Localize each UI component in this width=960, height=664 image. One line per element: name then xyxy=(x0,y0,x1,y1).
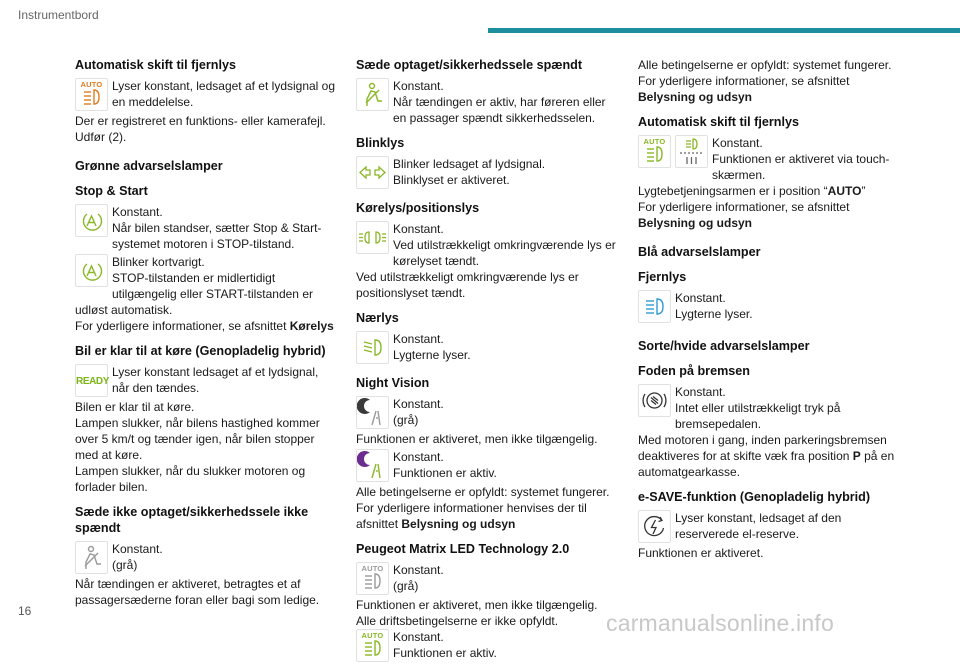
auto-high-beam-fault-icon xyxy=(75,78,108,111)
matrix-led-active-icon xyxy=(356,629,389,662)
section-title: Blinklys xyxy=(356,136,405,150)
e-save-icon xyxy=(638,510,671,543)
section-title: Peugeot Matrix LED Technology 2.0 xyxy=(356,542,570,556)
paragraph: For yderligere informationer henvises der til afsnittet Belysning og udsyn xyxy=(356,501,587,531)
paragraph: Lampen slukker, når bilens hastighed kommer over 5 km/t og tænder igen, når bilen stopper med at køre. xyxy=(75,416,320,462)
column-3 xyxy=(638,57,902,561)
paragraph: Med motoren i gang, inden parkeringsbremsen deaktiveres for at skifte væk fra position P på en automatgearkasse. xyxy=(638,433,895,479)
seatbelt-fastened-icon xyxy=(356,78,389,111)
paragraph: Alle driftsbetingelserne er ikke opfyldt. xyxy=(356,614,559,628)
brake-pedal-icon xyxy=(638,384,671,417)
night-vision-icon xyxy=(356,396,389,429)
paragraph: Bilen er klar til at køre. xyxy=(75,400,195,414)
auto-label: AUTO xyxy=(361,564,384,573)
icon-description: Lygterne lyser. xyxy=(393,348,471,362)
section-title: Stop & Start xyxy=(75,184,148,198)
auto-high-beam-icon xyxy=(638,135,671,168)
auto-label: AUTO xyxy=(643,137,666,146)
icon-description: Konstant. xyxy=(393,630,444,644)
paragraph xyxy=(638,215,902,231)
icon-description: Konstant. xyxy=(112,205,163,219)
night-vision-active-icon xyxy=(356,449,389,482)
column-1 xyxy=(75,57,337,608)
dipped-beam-icon xyxy=(356,331,389,364)
icon-description: Konstant. xyxy=(393,79,444,93)
seatbelt-unfastened-icon xyxy=(75,541,108,574)
icon-description: Blinklyset er aktiveret. xyxy=(393,173,510,187)
icon-description: Funktionen er aktiveret via touch-skærmen. xyxy=(712,152,890,182)
column-2 xyxy=(356,57,618,664)
icon-description: Lyser konstant, ledsaget af et lydsignal og en meddelelse. xyxy=(112,79,336,109)
cross-reference: Belysning og udsyn xyxy=(401,517,516,531)
high-beam-icon xyxy=(638,290,671,323)
section-title: Kørelys/positionslys xyxy=(356,201,480,215)
cross-reference: Belysning og udsyn xyxy=(638,216,753,230)
icon-description: Funktionen er aktiv. xyxy=(393,646,497,660)
group-heading-green: Grønne advarselslamper xyxy=(75,159,223,173)
paragraph: Funktionen er aktiveret, men ikke tilgængelig. xyxy=(356,432,598,446)
section-title: Foden på bremsen xyxy=(638,364,750,378)
icon-description: Konstant. xyxy=(393,397,444,411)
icon-description: Når tændingen er aktiv, har føreren eller en passager spændt sikkerhedsselen. xyxy=(393,95,606,125)
paragraph: Ved utilstrækkeligt omkringværende lys er positionslyset tændt. xyxy=(356,270,579,300)
turn-signal-icon xyxy=(356,156,389,189)
watermark: carmanualsonline.info xyxy=(606,610,834,636)
cross-reference: Belysning og udsyn xyxy=(638,90,753,104)
group-heading-black-white: Sorte/hvide advarselslamper xyxy=(638,339,810,353)
section-title: Bil er klar til at køre (Genopladelig hybrid) xyxy=(75,344,326,358)
icon-description: (grå) xyxy=(393,413,419,427)
section-title: Night Vision xyxy=(356,376,430,390)
auto-label: AUTO xyxy=(361,631,384,640)
ready-icon xyxy=(75,364,108,397)
paragraph xyxy=(638,89,902,105)
paragraph: Funktionen er aktiveret. xyxy=(638,546,764,560)
paragraph: Lygtebetjeningsarmen er i position “AUTO” xyxy=(638,184,866,198)
icon-description: Konstant. xyxy=(393,450,444,464)
icon-description: Blinker ledsaget af lydsignal. xyxy=(393,157,546,171)
paragraph: Udfør (2). xyxy=(75,130,127,144)
section-title: Fjernlys xyxy=(638,270,687,284)
group-heading-blue: Blå advarselslamper xyxy=(638,245,761,259)
paragraph: Der er registreret en funktions- eller kamerafejl. xyxy=(75,114,326,128)
auto-high-beam-touchscreen-icon xyxy=(675,135,708,168)
position-lights-icon xyxy=(356,221,389,254)
cross-reference: Kørelys xyxy=(289,319,334,333)
icon-description: Intet eller utilstrækkeligt tryk på bremsepedalen. xyxy=(675,401,841,431)
icon-description: Konstant. xyxy=(112,542,163,556)
icon-description: Konstant. xyxy=(675,385,726,399)
paragraph: For yderligere informationer, se afsnittet xyxy=(638,200,850,214)
header-accent-bar xyxy=(488,28,960,33)
paragraph: Alle betingelserne er opfyldt: systemet fungerer. xyxy=(638,58,892,72)
icon-description: Blinker kortvarigt. xyxy=(112,255,205,269)
section-title: e-SAVE-funktion (Genopladelig hybrid) xyxy=(638,490,871,504)
icon-description: Lygterne lyser. xyxy=(675,307,753,321)
matrix-led-grey-icon xyxy=(356,562,389,595)
icon-description: Konstant. xyxy=(393,563,444,577)
icon-description: (grå) xyxy=(393,579,419,593)
paragraph: For yderligere informationer, se afsnittet Kørelys xyxy=(75,319,334,333)
icon-description: (grå) xyxy=(112,558,138,572)
icon-description: Funktionen er aktiv. xyxy=(393,466,497,480)
icon-description: Ved utilstrækkeligt omkringværende lys er kørelyset tændt. xyxy=(393,238,616,268)
paragraph: Når tændingen er aktiveret, betragtes et af passagersæderne foran eller bagi som ledige. xyxy=(75,577,320,607)
paragraph: Lampen slukker, når du slukker motoren og forlader bilen. xyxy=(75,464,306,494)
icon-description: Når bilen standser, sætter Stop & Start-systemet motoren i STOP-tilstand. xyxy=(112,221,322,251)
ready-label: READY xyxy=(76,376,110,387)
stop-start-blinking-icon xyxy=(75,254,108,287)
paragraph: Alle betingelserne er opfyldt: systemet fungerer. xyxy=(356,485,610,499)
paragraph: Funktionen er aktiveret, men ikke tilgængelig. xyxy=(356,598,598,612)
page-number: 16 xyxy=(18,604,32,618)
section-title: Sæde optaget/sikkerhedssele spændt xyxy=(356,58,583,72)
section-title: Sæde ikke optaget/sikkerhedssele ikke spændt xyxy=(75,505,309,535)
section-title: Nærlys xyxy=(356,311,399,325)
icon-description: STOP-tilstanden er midlertidigt utilgængelig eller START-tilstanden er udløst automatisk. xyxy=(75,271,313,317)
icon-description: Konstant. xyxy=(393,222,444,236)
icon-description: Konstant. xyxy=(675,291,726,305)
icon-description: Lyser konstant ledsaget af et lydsignal, når den tændes. xyxy=(112,365,319,395)
paragraph: For yderligere informationer, se afsnittet xyxy=(638,74,850,88)
section-title: Automatisk skift til fjernlys xyxy=(638,115,799,129)
icon-description: Konstant. xyxy=(393,332,444,346)
auto-label: AUTO xyxy=(80,80,103,89)
icon-description: Konstant. xyxy=(712,136,763,150)
section-title: Automatisk skift til fjernlys xyxy=(75,58,236,72)
icon-description: Lyser konstant, ledsaget af den reserverede el-reserve. xyxy=(675,511,842,541)
stop-start-icon xyxy=(75,204,108,237)
header-title: Instrumentbord xyxy=(18,8,99,22)
